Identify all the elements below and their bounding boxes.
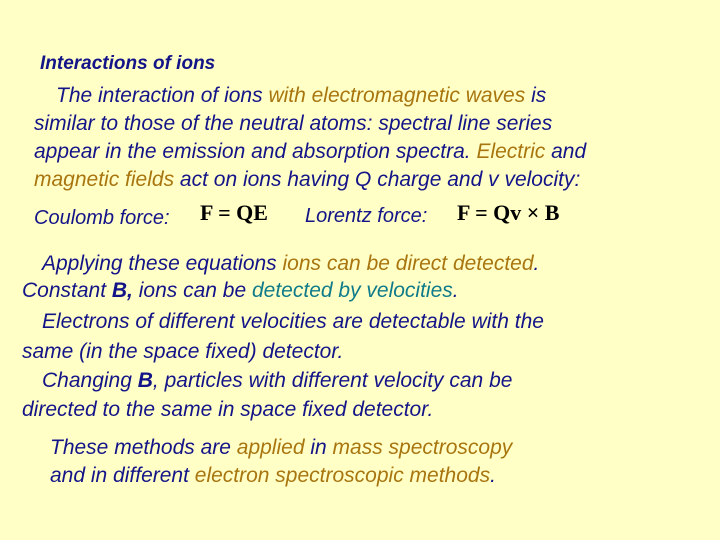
text-line: similar to those of the neutral atoms: spectral line series <box>34 112 553 135</box>
text-line: directed to the same in space fixed detector. <box>22 398 434 421</box>
text-span: , particles with different velocity can be <box>152 369 513 392</box>
coulomb-equation: F = QE <box>200 200 268 225</box>
highlight-span: Electric <box>476 140 546 163</box>
text-line <box>42 252 539 276</box>
text-line <box>22 279 459 303</box>
highlight-span: with electromagnetic waves <box>268 84 532 107</box>
text-span: act on ions having Q charge and v velocity: <box>174 168 581 191</box>
text-line: same (in the space fixed) detector. <box>22 340 344 363</box>
text-span: . <box>533 252 540 275</box>
text-line <box>50 464 496 488</box>
page-title: Interactions of ions <box>40 53 216 74</box>
text-span: ions can be <box>132 279 252 302</box>
text-span: Constant <box>22 279 112 302</box>
highlight-span: ions can be direct detected <box>282 252 534 275</box>
text-line <box>34 168 580 192</box>
text-line: Electrons of different velocities are detectable with the <box>42 310 544 333</box>
text-span: Applying these equations <box>42 252 283 275</box>
text-span: in <box>304 436 333 459</box>
bold-span: B, <box>111 279 133 302</box>
coulomb-label: Coulomb force: <box>34 207 170 229</box>
highlight-span: detected by velocities <box>251 279 453 302</box>
text-line <box>50 436 512 460</box>
text-line <box>34 140 586 164</box>
text-span: is <box>531 84 547 107</box>
text-span: appear in the emission and absorption spectra. <box>34 140 477 163</box>
text-line <box>56 84 546 108</box>
text-span: The interaction of ions <box>56 84 269 107</box>
text-span: and in different <box>50 464 195 487</box>
text-line <box>42 369 512 393</box>
text-span: Changing <box>42 369 138 392</box>
text-span: . <box>452 279 459 302</box>
highlight-span: applied <box>236 436 305 459</box>
text-span: . <box>490 464 496 487</box>
lorentz-equation: F = Qv × B <box>457 200 560 225</box>
lorentz-label: Lorentz force: <box>305 205 428 227</box>
bold-span: B <box>137 369 153 392</box>
text-span: and <box>545 140 587 163</box>
highlight-span: magnetic fields <box>34 168 175 191</box>
highlight-span: electron spectroscopic methods <box>194 464 491 487</box>
text-span: These methods are <box>50 436 237 459</box>
highlight-span: mass spectroscopy <box>332 436 513 459</box>
